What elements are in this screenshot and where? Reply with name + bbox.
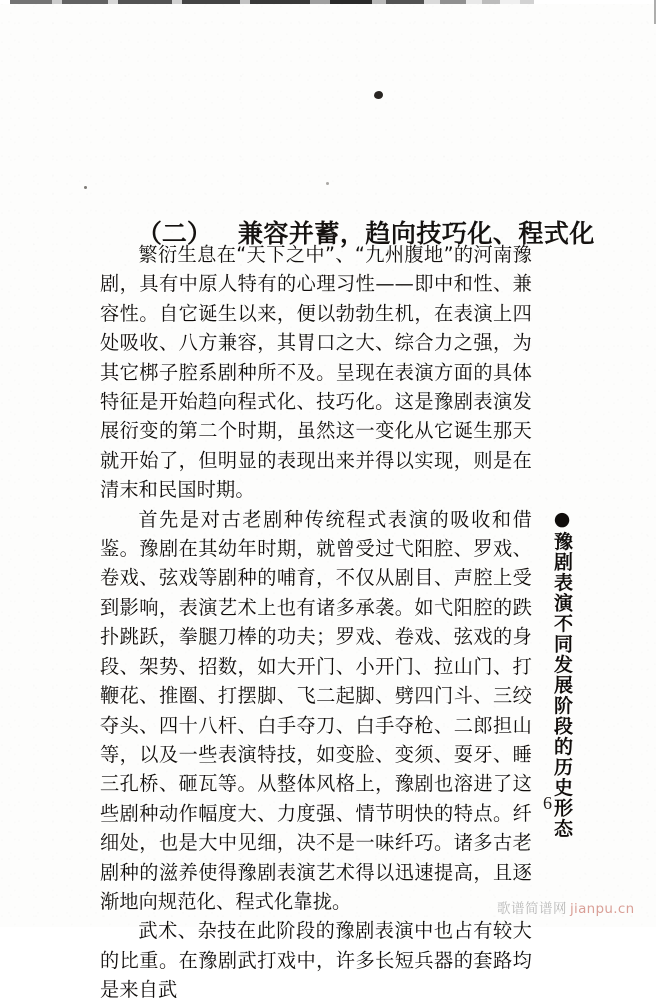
bullet-icon: ● bbox=[551, 508, 573, 532]
ink-speck-artifact bbox=[374, 91, 383, 99]
paragraph: 武术、杂技在此阶段的豫剧表演中也占有较大的比重。在豫剧武打戏中，许多长短兵器的套路均是来自武 bbox=[100, 919, 532, 1002]
watermark-domain: jianpu.cn bbox=[570, 901, 635, 917]
body-text-column bbox=[100, 240, 532, 1005]
site-watermark bbox=[497, 897, 634, 917]
scan-edge-artifact-top bbox=[0, 0, 656, 4]
vertical-running-head bbox=[541, 508, 571, 839]
section-heading-title: 兼容并蓄，趋向技巧化、程式化 bbox=[237, 219, 595, 248]
page-number: 6 bbox=[543, 793, 552, 813]
vertical-running-head-text: 豫剧表演不同发展阶段的历史形态 bbox=[551, 531, 573, 839]
ink-speck-artifact-small bbox=[84, 186, 87, 189]
watermark-site-name: 歌谱简谱网 bbox=[497, 901, 567, 917]
section-heading-number: （二） bbox=[136, 219, 212, 248]
paragraph: 首先是对古老剧种传统程式表演的吸收和借鉴。豫剧在其幼年时期，就曾受过弋阳腔、罗戏、卷戏、弦戏等剧种的哺育，不仅从剧目、声腔上受到影响，表演艺术上也有诸多承袭。如弋阳腔的跌扑跳跃，拳腿刀棒的功夫；罗戏、卷戏、弦戏的身段、架势、招数，如大开门、小开门、拉山门、打鞭花、推圈、打摆脚、飞二起脚、劈四门斗、三绞夺头、四十八杆、白手夺刀、白手夺枪、二郎担山等，以及一些表演特技，如变脸、变须、耍牙、睡三孔桥、砸瓦等。从整体风格上，豫剧也溶进了这些剧种动作幅度大、力度强、情节明快的特点。纤细处，也是大中见细，决不是一味纤巧。诸多古老剧种的滋养使得豫剧表演艺术得以迅速提高，且逐渐地向规范化、程式化靠拢。 bbox=[100, 507, 532, 913]
paragraph: 繁衍生息在“天下之中”、“九州腹地”的河南豫剧，具有中原人特有的心理习性——即中和性、兼容性。自它诞生以来，便以勃勃生机，在表演上四处吸收、八方兼容，其胃口之大、综合力之强，为其它梆子腔系剧种所不及。呈现在表演方面的具体特征是开始趋向程式化、技巧化。这是豫剧表演发展衍变的第二个时期，虽然这一变化从它诞生那天就开始了，但明显的表现出来并得以实现，则是在清末和民国时期。 bbox=[100, 243, 532, 502]
